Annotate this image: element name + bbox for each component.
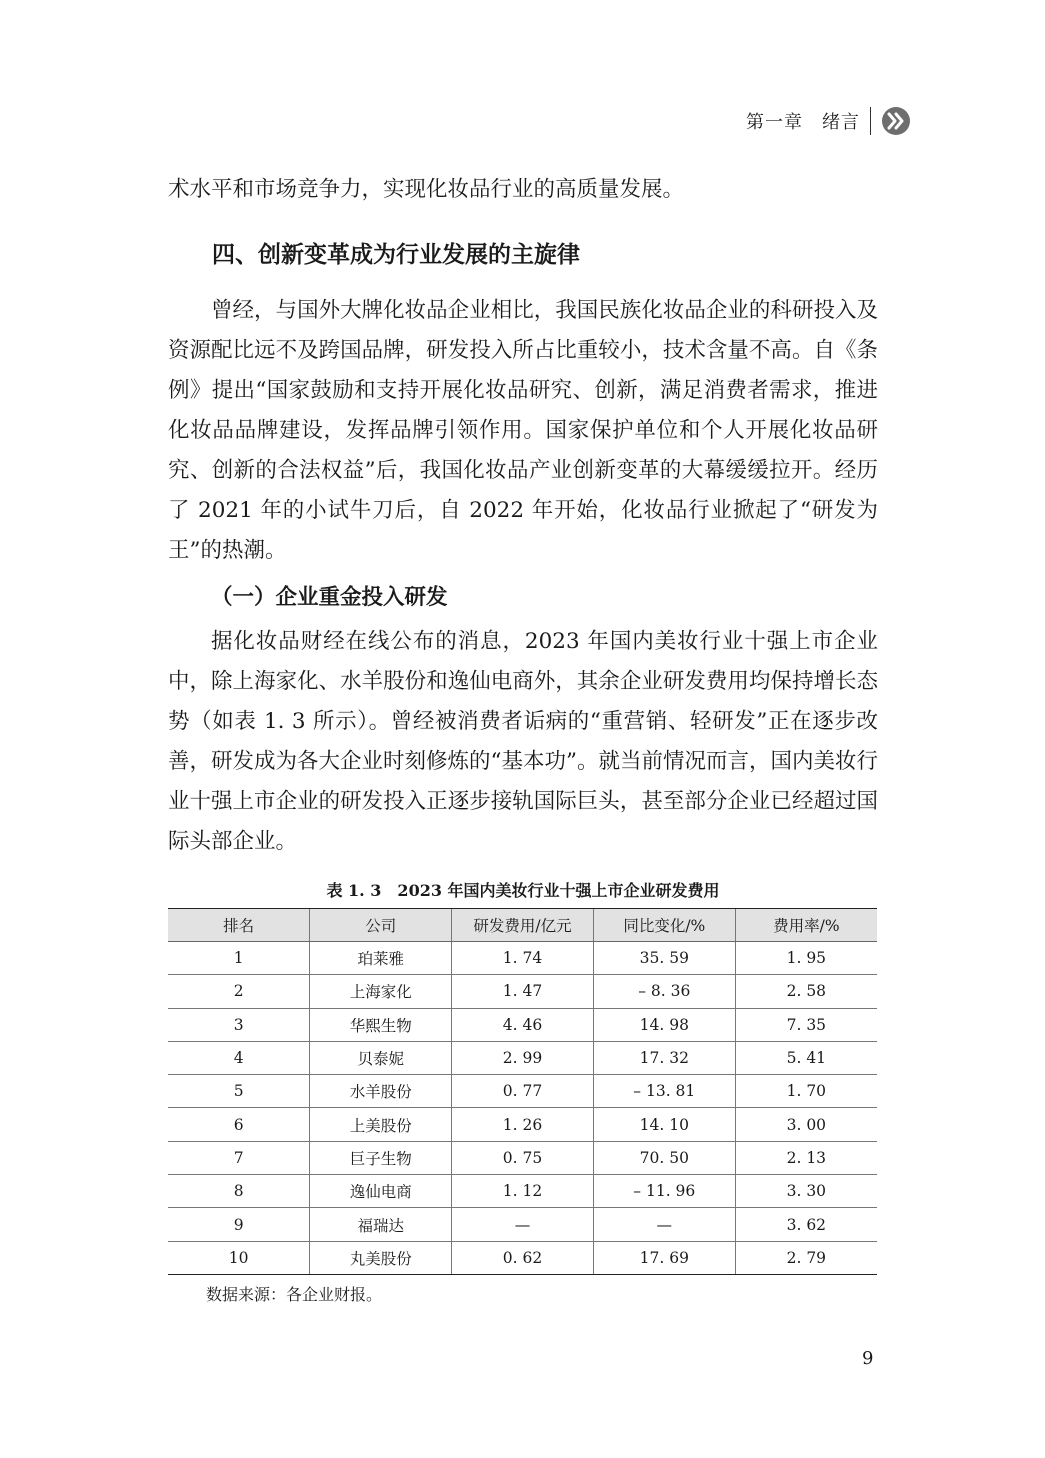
header-expense-rate: 费用率/% (735, 909, 877, 942)
cell-yoy-change: – 13. 81 (593, 1075, 735, 1108)
table-row (168, 1141, 877, 1174)
paragraph-2-wrap (168, 622, 878, 862)
double-chevron-right-icon (881, 106, 911, 136)
table-row (168, 942, 877, 975)
cell-company: 上美股份 (310, 1108, 452, 1141)
cell-expense-rate: 2. 79 (735, 1241, 877, 1274)
cell-rd-expense: 0. 77 (452, 1075, 594, 1108)
cell-company: 珀莱雅 (310, 942, 452, 975)
cell-rank: 1 (168, 942, 310, 975)
cell-rank: 4 (168, 1041, 310, 1074)
cell-rank: 10 (168, 1241, 310, 1274)
table-row (168, 1041, 877, 1074)
section-heading-wrap (212, 235, 922, 275)
cell-expense-rate: 7. 35 (735, 1008, 877, 1041)
cell-rd-expense: 1. 47 (452, 975, 594, 1008)
cell-rank: 9 (168, 1208, 310, 1241)
cell-rank: 7 (168, 1141, 310, 1174)
cell-company: 华熙生物 (310, 1008, 452, 1041)
table-header-row (168, 909, 877, 942)
cell-yoy-change: 14. 10 (593, 1108, 735, 1141)
section-title: 四、创新变革成为行业发展的主旋律 (212, 241, 580, 268)
cell-rd-expense: 1. 74 (452, 942, 594, 975)
cell-yoy-change: 14. 98 (593, 1008, 735, 1041)
cell-company: 福瑞达 (310, 1208, 452, 1241)
paragraph-1-wrap (168, 291, 878, 571)
cell-company: 巨子生物 (310, 1141, 452, 1174)
running-header (746, 104, 911, 138)
cell-company: 逸仙电商 (310, 1175, 452, 1208)
cell-yoy-change: 17. 69 (593, 1241, 735, 1274)
table-row (168, 1008, 877, 1041)
table-caption-wrap (168, 878, 878, 901)
cell-company: 丸美股份 (310, 1241, 452, 1274)
table-row (168, 975, 877, 1008)
header-rank: 排名 (168, 909, 310, 942)
header-rd-expense: 研发费用/亿元 (452, 909, 594, 942)
table-row (168, 1108, 877, 1141)
subsection-title: （一）企业重金投入研发 (211, 585, 448, 610)
intro-line: 术水平和市场竞争力，实现化妆品行业的高质量发展。 (168, 177, 685, 202)
cell-expense-rate: 3. 30 (735, 1175, 877, 1208)
main-text (168, 170, 878, 210)
cell-expense-rate: 5. 41 (735, 1041, 877, 1074)
table-row (168, 1208, 877, 1241)
cell-rd-expense: 1. 12 (452, 1175, 594, 1208)
cell-rank: 5 (168, 1075, 310, 1108)
table-row (168, 1241, 877, 1274)
cell-rd-expense: — (452, 1208, 594, 1241)
cell-rank: 8 (168, 1175, 310, 1208)
cell-yoy-change: 70. 50 (593, 1141, 735, 1174)
cell-yoy-change: 17. 32 (593, 1041, 735, 1074)
cell-expense-rate: 1. 70 (735, 1075, 877, 1108)
cell-yoy-change: 35. 59 (593, 942, 735, 975)
cell-expense-rate: 2. 13 (735, 1141, 877, 1174)
subsection-heading-wrap (211, 578, 921, 618)
rd-expense-table (168, 908, 877, 1275)
cell-company: 上海家化 (310, 975, 452, 1008)
cell-rank: 2 (168, 975, 310, 1008)
page-number: 9 (862, 1348, 874, 1369)
chapter-title: 第一章 绪言 (746, 112, 860, 133)
header-yoy-change: 同比变化/% (593, 909, 735, 942)
cell-company: 贝泰妮 (310, 1041, 452, 1074)
table-row (168, 1075, 877, 1108)
header-divider (870, 107, 871, 135)
cell-rd-expense: 2. 99 (452, 1041, 594, 1074)
cell-rank: 3 (168, 1008, 310, 1041)
cell-rd-expense: 0. 62 (452, 1241, 594, 1274)
cell-company: 水羊股份 (310, 1075, 452, 1108)
header-company: 公司 (310, 909, 452, 942)
table-caption: 表 1. 3 2023 年国内美妆行业十强上市企业研发费用 (326, 881, 720, 900)
cell-rd-expense: 0. 75 (452, 1141, 594, 1174)
cell-yoy-change: — (593, 1208, 735, 1241)
cell-rd-expense: 1. 26 (452, 1108, 594, 1141)
cell-yoy-change: – 11. 96 (593, 1175, 735, 1208)
cell-expense-rate: 1. 95 (735, 942, 877, 975)
table-wrap (168, 908, 878, 1275)
source-note-wrap (206, 1282, 916, 1305)
cell-expense-rate: 2. 58 (735, 975, 877, 1008)
cell-yoy-change: – 8. 36 (593, 975, 735, 1008)
cell-expense-rate: 3. 62 (735, 1208, 877, 1241)
paragraph-2: 据化妆品财经在线公布的消息，2023 年国内美妆行业十强上市企业中，除上海家化、水羊股份和逸仙电商外，其余企业研发费用均保持增长态势（如表 1. 3 所示）。曾经被消费者诟病的“重营销、轻研发”正在逐步改善，研发成为各大企业时刻修炼的“基本功”。就当前情况而言，国内美妆行业十强上市企业的研发投入正逐步接轨国际巨头，甚至部分企业已经超过国际头部企业。 (168, 629, 878, 854)
cell-expense-rate: 3. 00 (735, 1108, 877, 1141)
table-source-note: 数据来源：各企业财报。 (206, 1285, 383, 1304)
cell-rank: 6 (168, 1108, 310, 1141)
cell-rd-expense: 4. 46 (452, 1008, 594, 1041)
paragraph-1: 曾经，与国外大牌化妆品企业相比，我国民族化妆品企业的科研投入及资源配比远不及跨国品牌，研发投入所占比重较小，技术含量不高。自《条例》提出“国家鼓励和支持开展化妆品研究、创新，满足消费者需求，推进化妆品品牌建设，发挥品牌引领作用。国家保护单位和个人开展化妆品研究、创新的合法权益”后，我国化妆品产业创新变革的大幕缓缓拉开。经历了 2021 年的小试牛刀后，自 2022 年开始，化妆品行业掀起了“研发为王”的热潮。 (168, 298, 878, 563)
table-row (168, 1175, 877, 1208)
